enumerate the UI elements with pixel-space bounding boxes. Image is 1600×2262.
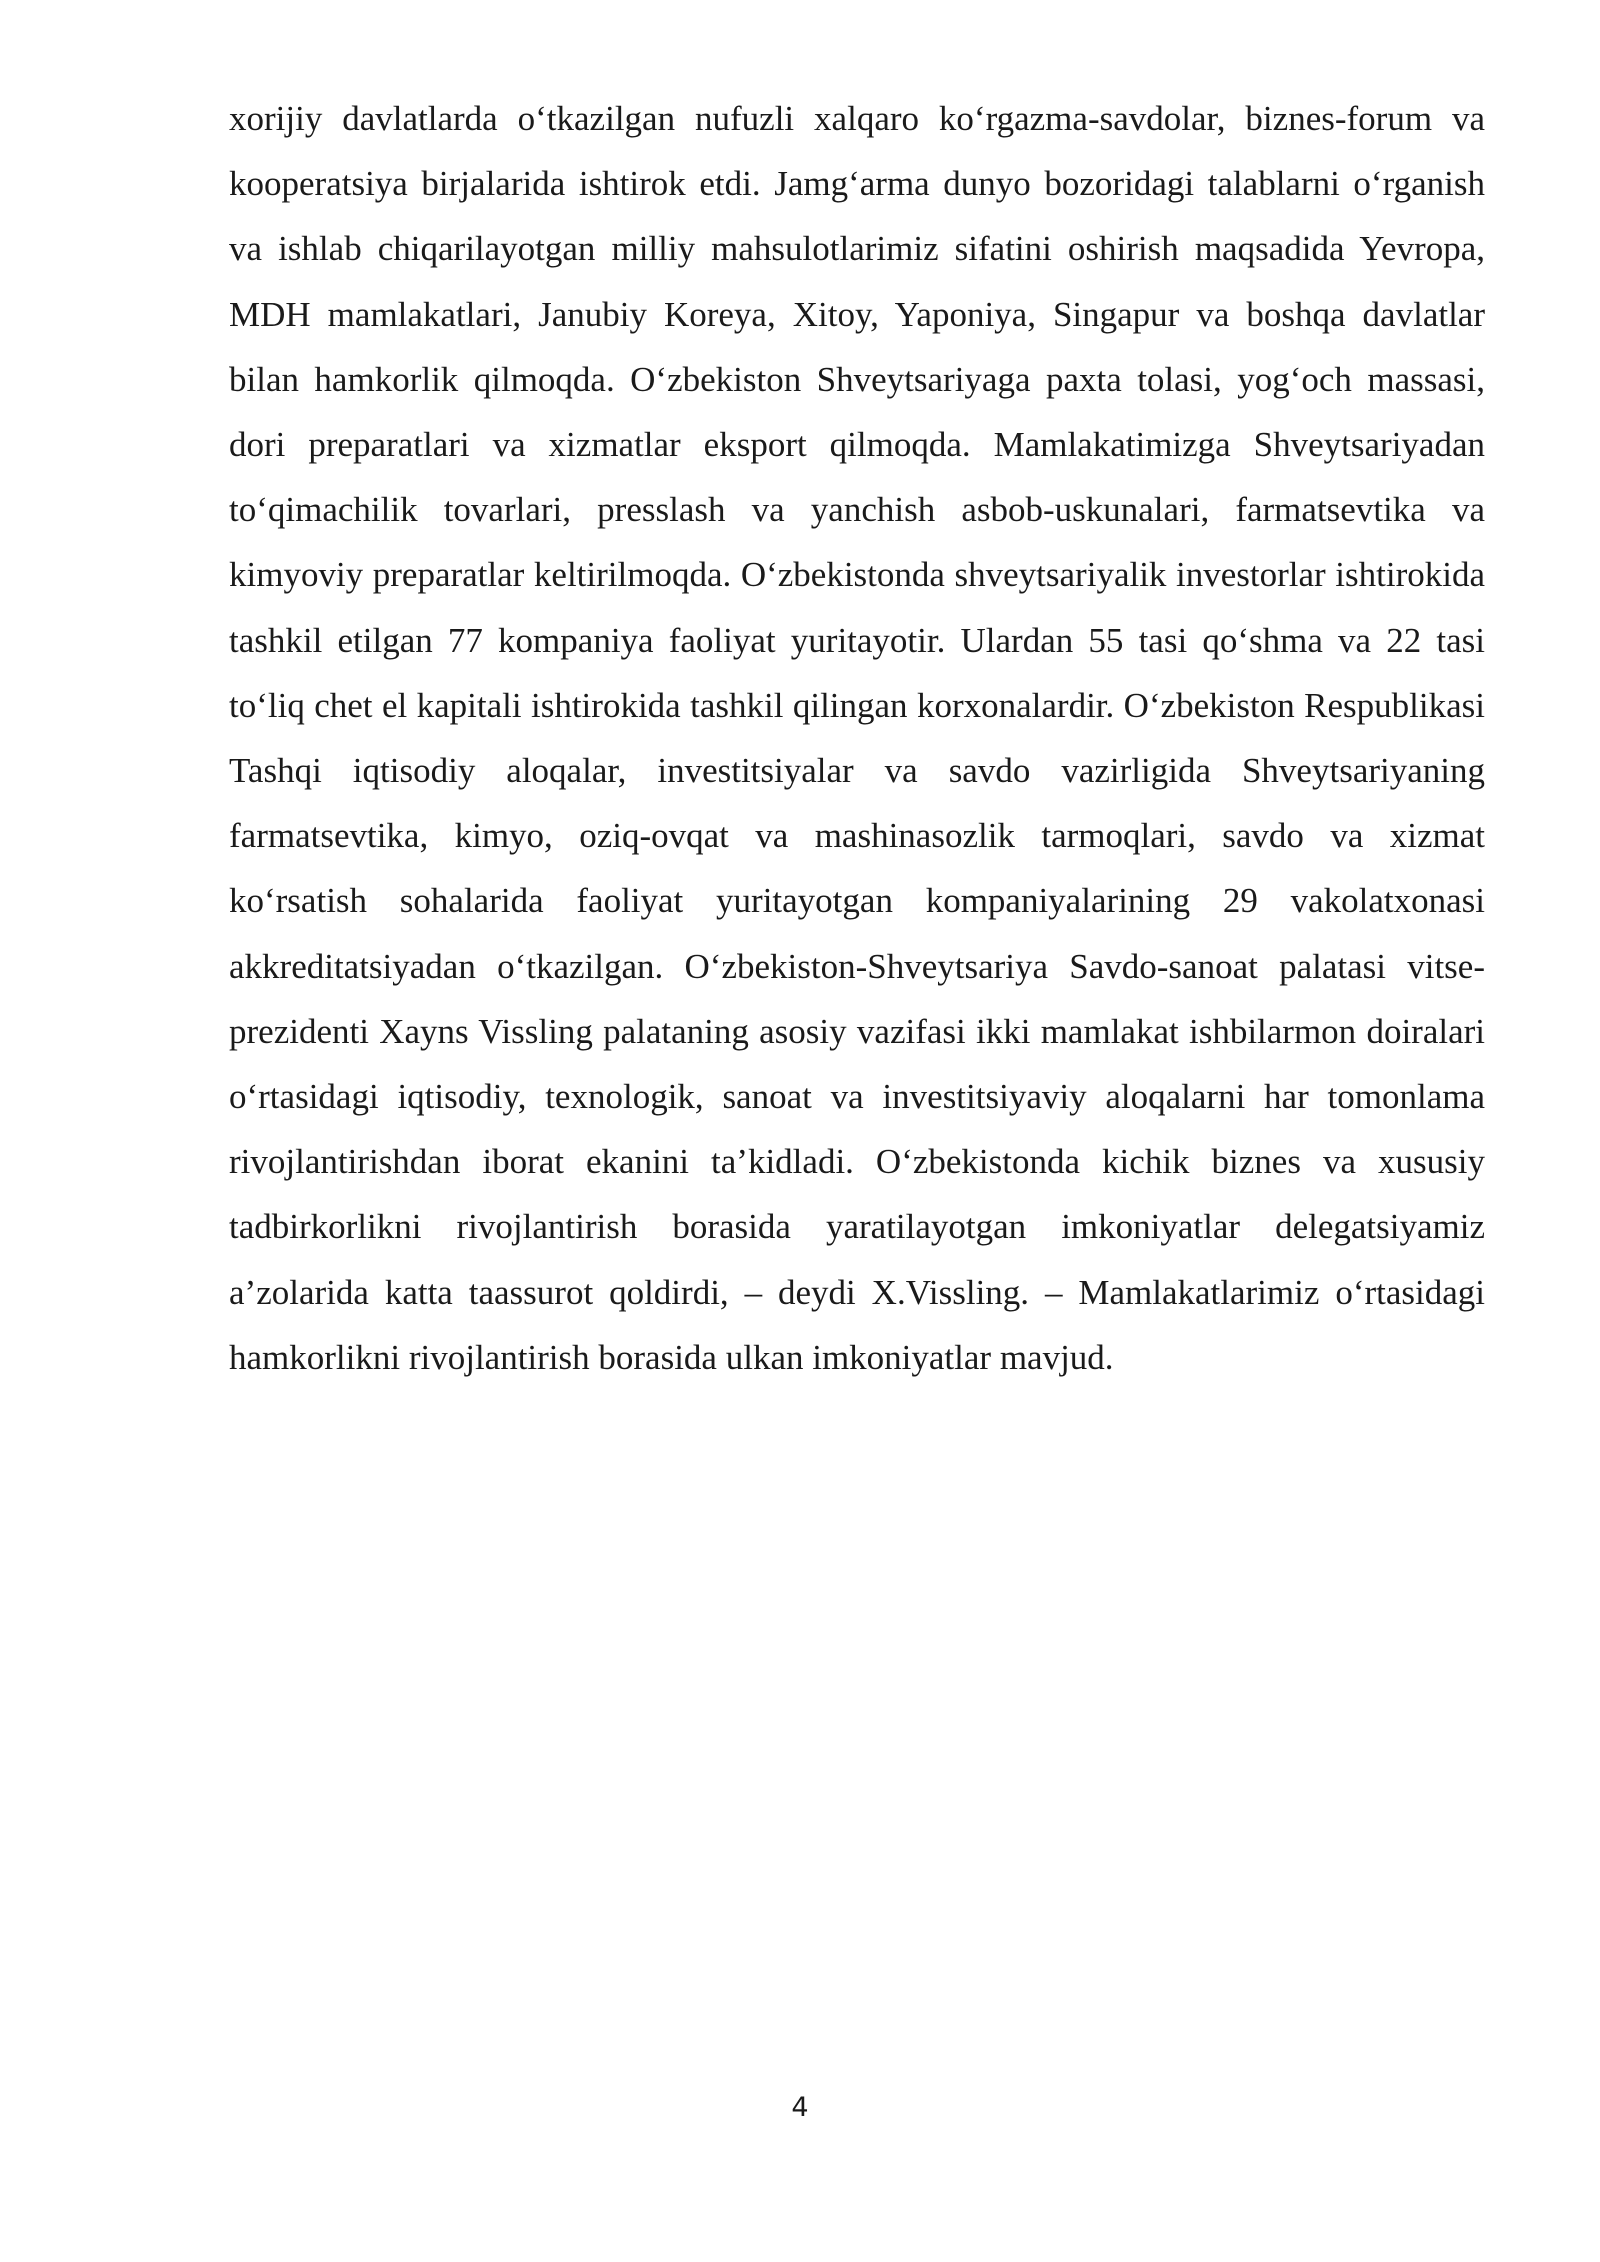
page-number: 4 — [791, 2092, 809, 2123]
body-paragraph: xorijiy davlatlarda o‘tkazilgan nufuzli xalqaro ko‘rgazma-savdolar, biznes-forum va kooperatsiya birjalarida ishtirok etdi. Jamg‘arma dunyo bozoridagi talablarni o‘rganish va ishlab chiqarilayotgan milliy mahsulotlarimiz sifatini oshirish maqsadida Yevropa, MDH mamlakatlari, Janubiy Koreya, Xitoy, Yaponiya, Singapur va boshqa davlatlar bilan hamkorlik qilmoqda. O‘zbekiston Shveytsariyaga paxta tolasi, yog‘och massasi, dori preparatlari va xizmatlar eksport qilmoqda. Mamlakatimizga Shveytsariyadan to‘qimachilik tovarlari, presslash va yanchish asbob-uskunalari, farmatsevtika va kimyoviy preparatlar keltirilmoqda. O‘zbekistonda shveytsariyalik investorlar ishtirokida tashkil etilgan 77 kompaniya faoliyat yuritayotir. Ulardan 55 tasi qo‘shma va 22 tasi to‘liq chet el kapitali ishtirokida tashkil qilingan korxonalardir. O‘zbekiston Respublikasi Tashqi iqtisodiy aloqalar, investitsiyalar va savdo vazirligida Shveytsariyaning farmatsevtika, kimyo, oziq-ovqat va mashinasozlik tarmoqlari, savdo va xizmat ko‘rsatish sohalarida faoliyat yuritayotgan kompaniyalarining 29 vakolatxonasi akkreditatsiyadan o‘tkazilgan. O‘zbekiston-Shveytsariya Savdo-sanoat palatasi vitse-prezidenti Xayns Vissling palataning asosiy vazifasi ikki mamlakat ishbilarmon doiralari o‘rtasidagi iqtisodiy, texnologik, sanoat va investitsiyaviy aloqalarni har tomonlama rivojlantirishdan iborat ekanini ta’kidladi. O‘zbekistonda kichik biznes va xususiy tadbirkorlikni rivojlantirish borasida yaratilayotgan imkoniyatlar delegatsiyamiz a’zolarida katta taassurot qoldirdi, – deydi X.Vissling. – Mamlakatlarimiz o‘rtasidagi hamkorlikni rivojlantirish borasida ulkan imkoniyatlar mavjud. — [229, 99, 1485, 1377]
